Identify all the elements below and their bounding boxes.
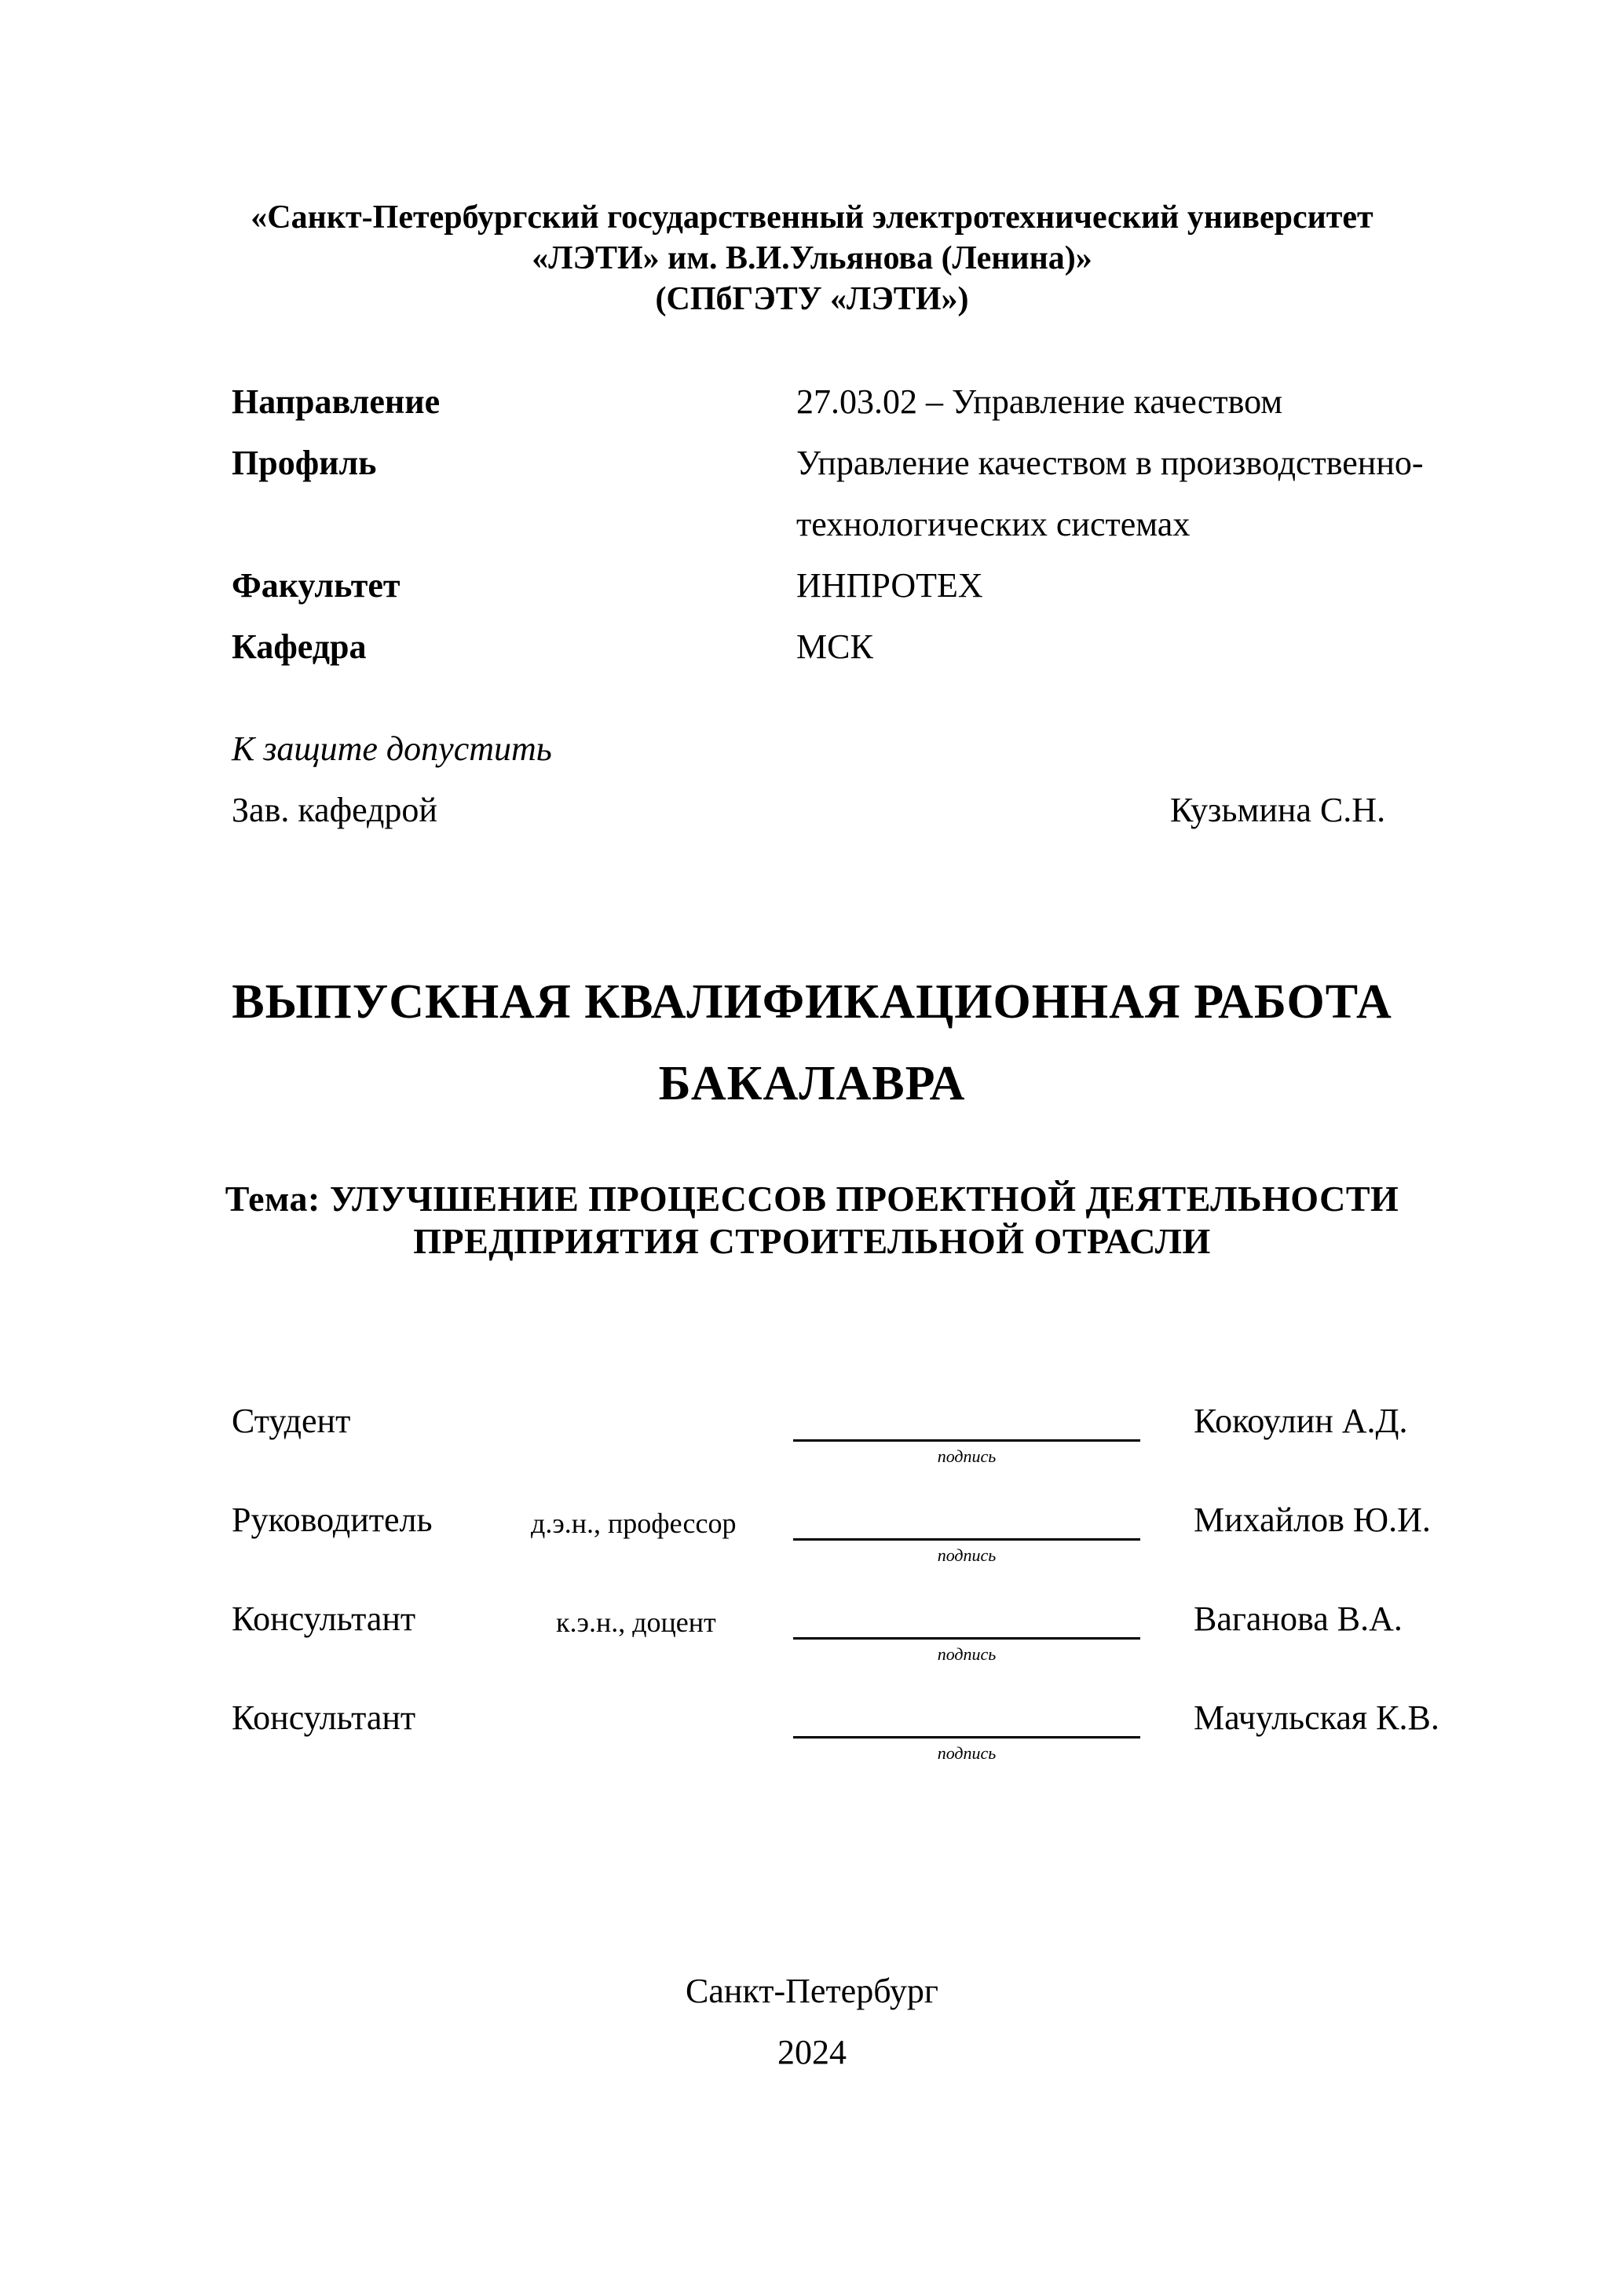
signature-line	[793, 1637, 1140, 1640]
profile-value-line1: Управление качеством в производственно-	[796, 444, 1424, 482]
year: 2024	[777, 2033, 847, 2071]
profile-label: Профиль	[232, 444, 377, 482]
topic-line1: Тема: УЛУЧШЕНИЕ ПРОЦЕССОВ ПРОЕКТНОЙ ДЕЯТЕЛЬНОСТИ	[225, 1179, 1399, 1219]
direction-value: 27.03.02 – Управление качеством	[796, 382, 1283, 421]
signature-role: Руководитель	[232, 1501, 433, 1539]
head-of-department-label: Зав. кафедрой	[232, 791, 437, 829]
university-name-line2: «ЛЭТИ» им. В.И.Ульянова (Ленина)»	[532, 240, 1092, 276]
document-title-line1: ВЫПУСКНАЯ КВАЛИФИКАЦИОННАЯ РАБОТА	[232, 975, 1392, 1029]
profile-value-line2: технологических системах	[796, 505, 1191, 543]
faculty-label: Факультет	[232, 566, 401, 605]
signature-degree: к.э.н., доцент	[556, 1607, 716, 1638]
signature-role: Консультант	[232, 1600, 416, 1638]
signature-role: Студент	[232, 1402, 351, 1440]
department-label: Кафедра	[232, 627, 367, 666]
city: Санкт-Петербург	[686, 1972, 938, 2010]
university-name-line1: «Санкт-Петербургский государственный электротехнический университет	[251, 199, 1373, 236]
signature-line	[793, 1439, 1140, 1442]
signature-role: Консультант	[232, 1698, 416, 1737]
signature-name: Ваганова В.А.	[1194, 1600, 1403, 1638]
admit-to-defense: К защите допустить	[232, 729, 552, 768]
direction-label: Направление	[232, 382, 441, 421]
signature-caption: подпись	[937, 1644, 997, 1664]
signature-line	[793, 1538, 1140, 1541]
signature-caption: подпись	[937, 1743, 997, 1763]
signature-name: Михайлов Ю.И.	[1194, 1501, 1431, 1539]
faculty-value: ИНПРОТЕХ	[796, 566, 983, 605]
topic-line2: ПРЕДПРИЯТИЯ СТРОИТЕЛЬНОЙ ОТРАСЛИ	[413, 1221, 1211, 1261]
signature-caption: подпись	[937, 1446, 997, 1466]
department-value: МСК	[796, 627, 873, 666]
university-abbreviation: (СПбГЭТУ «ЛЭТИ»)	[655, 281, 969, 317]
signature-line	[793, 1736, 1140, 1738]
signature-degree: д.э.н., профессор	[531, 1508, 737, 1539]
signature-caption: подпись	[937, 1545, 997, 1565]
head-of-department-name: Кузьмина С.Н.	[1170, 791, 1386, 829]
signature-name: Кокоулин А.Д.	[1194, 1402, 1408, 1440]
document-title-line2: БАКАЛАВРА	[658, 1057, 966, 1110]
signature-name: Мачульская К.В.	[1194, 1698, 1439, 1737]
